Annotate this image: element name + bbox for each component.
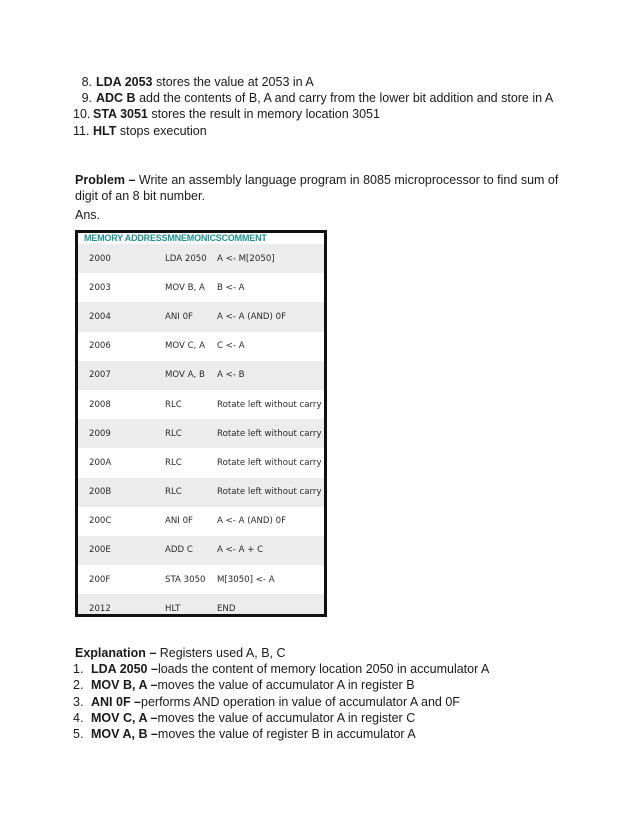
comment-cell: A <- A (AND) 0F — [217, 311, 287, 322]
mnemonic-cell: RLC — [165, 487, 182, 498]
instruction-desc: moves the value of accumulator A in register B — [157, 678, 415, 693]
comment-cell: A <- B — [217, 370, 245, 381]
instruction-desc: loads the content of memory location 2050 in accumulator A — [157, 662, 490, 677]
address-cell: 2012 — [89, 603, 111, 614]
comment-cell: B <- A — [217, 282, 245, 293]
comment-cell: Rotate left without carry — [217, 399, 322, 410]
comment-cell: A <- M[2050] — [217, 253, 275, 264]
table-row — [78, 302, 324, 331]
table-body — [78, 244, 324, 614]
comment-cell: M[3050] <- A — [217, 574, 275, 585]
instruction-bold: LDA 2053 — [96, 75, 153, 89]
table-row — [78, 565, 324, 594]
comment-cell: Rotate left without carry — [217, 428, 322, 439]
comment-cell: A <- A + C — [217, 545, 264, 556]
table-row — [78, 244, 324, 273]
list-number: 1. — [73, 662, 84, 677]
list-item — [73, 106, 613, 122]
program-table — [78, 233, 324, 614]
list-number: 11. — [73, 123, 90, 138]
list-number: 5. — [73, 727, 84, 742]
list-text — [96, 74, 314, 90]
list-text — [91, 677, 415, 693]
address-cell: 2006 — [89, 341, 111, 352]
mnemonic-cell: ADD C — [165, 545, 193, 556]
address-cell: 2007 — [89, 370, 111, 381]
table-row — [78, 332, 324, 361]
address-cell: 2008 — [89, 399, 111, 410]
explanation-heading — [75, 645, 595, 661]
instruction-bold: ADC B — [96, 91, 136, 106]
mnemonic-cell: MOV A, B — [165, 370, 205, 381]
address-cell: 2004 — [89, 311, 111, 322]
table-row — [78, 361, 324, 390]
table-row — [78, 478, 324, 507]
list-text — [93, 123, 207, 139]
list-text — [93, 106, 380, 122]
instruction-bold: LDA 2050 – — [91, 662, 158, 677]
list-item — [73, 74, 613, 90]
instruction-bold: MOV C, A – — [91, 710, 158, 725]
list-text — [91, 710, 415, 726]
list-item — [75, 677, 595, 693]
comment-cell: Rotate left without carry — [217, 487, 322, 498]
list-text — [91, 694, 460, 710]
instruction-bold: STA 3051 — [93, 107, 148, 122]
list-number: 8. — [81, 75, 92, 89]
list-number: 4. — [73, 710, 84, 725]
mnemonic-cell: MOV C, A — [165, 341, 205, 352]
instruction-desc: stops execution — [116, 123, 207, 138]
list-item — [75, 710, 595, 726]
instruction-desc: performs AND operation in value of accumulator A and 0F — [141, 694, 460, 709]
numbered-list-top — [73, 74, 613, 139]
address-cell: 200F — [89, 574, 111, 585]
explanation-section — [75, 645, 595, 742]
mnemonic-cell: MOV B, A — [165, 282, 205, 293]
list-item — [75, 726, 595, 742]
instruction-desc: moves the value of register B in accumulator A — [157, 727, 416, 742]
instruction-bold: HLT — [93, 123, 117, 138]
mnemonic-cell: ANI 0F — [165, 516, 193, 527]
mnemonic-cell: RLC — [165, 457, 182, 468]
list-text — [91, 726, 416, 742]
instruction-bold: ANI 0F – — [91, 694, 142, 709]
list-item — [75, 694, 595, 710]
address-cell: 2000 — [89, 253, 111, 264]
list-number: 10. — [73, 107, 91, 122]
instruction-desc: moves the value of accumulator A in register C — [157, 710, 416, 725]
comment-cell: Rotate left without carry — [217, 457, 322, 468]
table-row — [78, 594, 324, 614]
mnemonic-cell: LDA 2050 — [165, 253, 207, 264]
list-item — [73, 90, 613, 106]
list-number: 9. — [81, 91, 92, 106]
address-cell: 200E — [89, 545, 111, 556]
ans-label: Ans. — [75, 208, 101, 222]
table-row — [78, 448, 324, 477]
table-row — [78, 536, 324, 565]
list-number: 3. — [73, 694, 84, 709]
address-cell: 200C — [89, 516, 112, 527]
address-cell: 2009 — [89, 428, 111, 439]
table-row — [78, 273, 324, 302]
address-cell: 2003 — [89, 282, 111, 293]
instruction-desc: stores the value at 2053 in A — [152, 75, 314, 89]
address-cell: 200B — [89, 487, 112, 498]
list-item — [73, 123, 613, 139]
problem-label: Problem – — [75, 173, 136, 187]
mnemonic-cell: RLC — [165, 399, 182, 410]
list-text — [91, 661, 489, 677]
table-row — [78, 507, 324, 536]
table-header: MEMORY ADDRESSMNEMONICSCOMMENT — [84, 233, 267, 243]
problem-statement — [75, 172, 565, 204]
address-cell: 200A — [89, 457, 112, 468]
explanation-label: Explanation – — [75, 646, 157, 660]
problem-text: Write an assembly language program in 8085 microprocessor to find sum of digit of an 8 bit number. — [75, 173, 559, 204]
instruction-bold: MOV B, A – — [91, 678, 158, 693]
mnemonic-cell: RLC — [165, 428, 182, 439]
instruction-bold: MOV A, B – — [91, 727, 158, 742]
mnemonic-cell: HLT — [165, 603, 181, 614]
instruction-desc: add the contents of B, A and carry from the lower bit addition and store in A — [135, 91, 554, 106]
list-number: 2. — [73, 678, 84, 693]
table-row — [78, 390, 324, 419]
comment-cell: A <- A (AND) 0F — [217, 516, 287, 527]
numbered-list-bottom — [75, 661, 595, 742]
mnemonic-cell: STA 3050 — [165, 574, 206, 585]
list-item — [75, 661, 595, 677]
explanation-text: Registers used A, B, C — [156, 646, 286, 660]
list-text — [96, 90, 553, 106]
table-row — [78, 419, 324, 448]
comment-cell: END — [217, 603, 236, 614]
comment-cell: C <- A — [217, 341, 245, 352]
mnemonic-cell: ANI 0F — [165, 311, 193, 322]
instruction-desc: stores the result in memory location 3051 — [147, 107, 380, 122]
program-table-image — [75, 230, 327, 617]
